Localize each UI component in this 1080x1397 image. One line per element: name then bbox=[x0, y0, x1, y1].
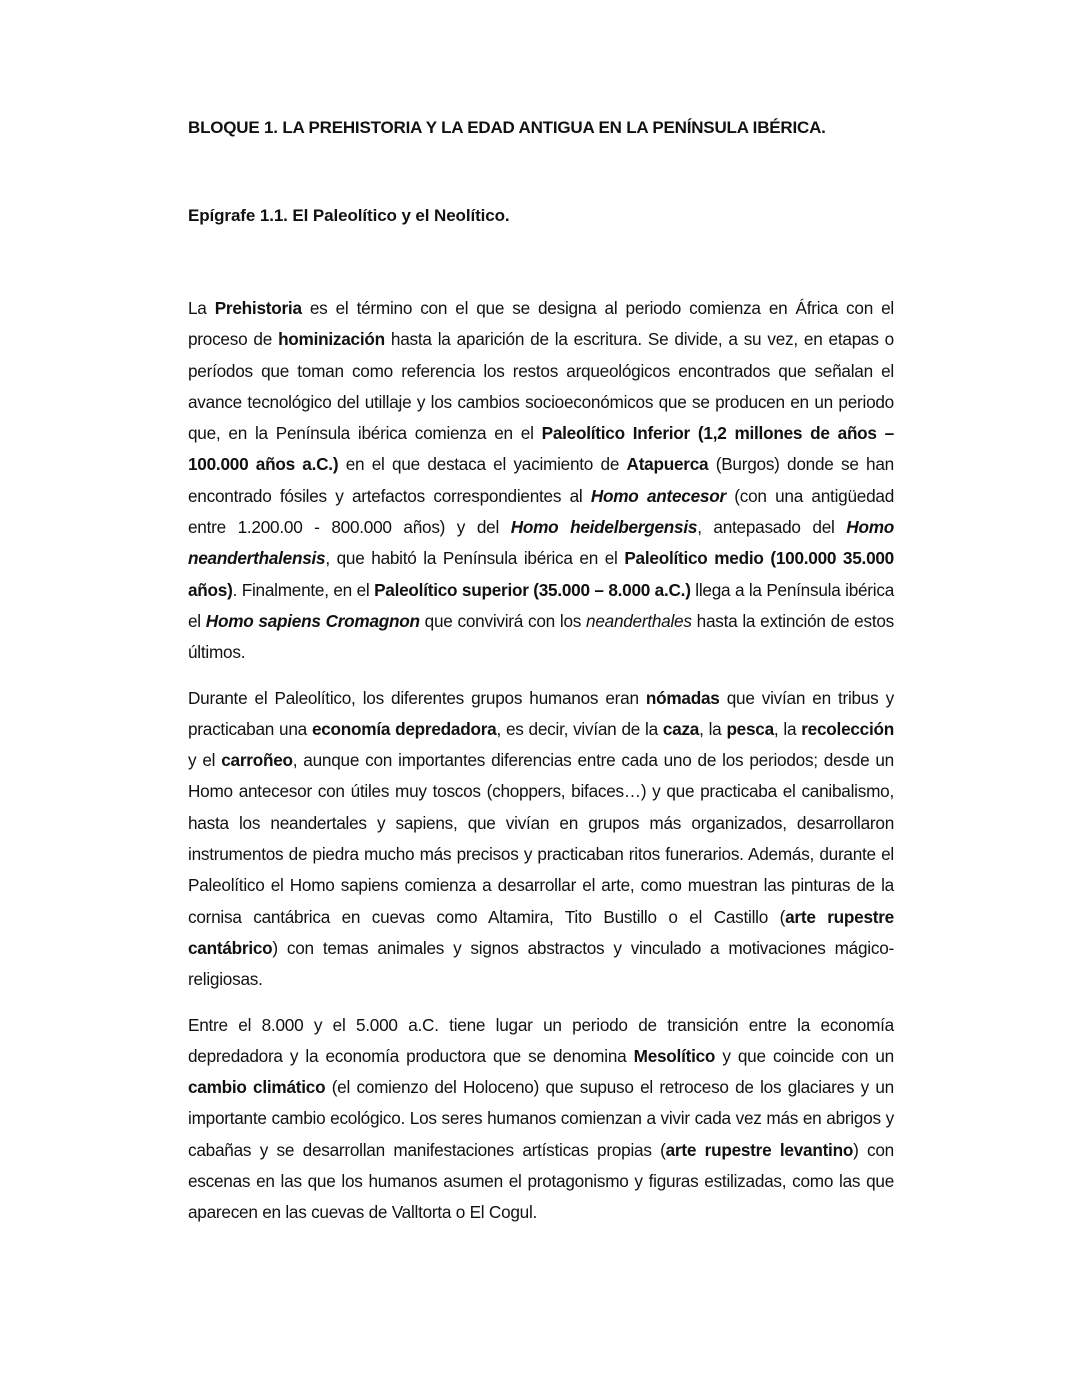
text-run: (el comienzo del Holoceno) que supuso el retroceso de los glaciares y un importante cambio ecológico. Los seres humanos comienzan a vivir cada vez más en abrigos y cabañas y se desarrollan manifestaciones artísticas propias ( bbox=[188, 1077, 894, 1160]
body-text bbox=[188, 293, 894, 1243]
bold-term: arte rupestre levantino bbox=[665, 1139, 854, 1160]
paragraph bbox=[188, 1010, 894, 1229]
bold-term: hominización bbox=[278, 329, 385, 350]
text-run: Durante el Paleolítico, los diferentes grupos humanos eran bbox=[188, 687, 646, 708]
text-run: La bbox=[188, 298, 215, 318]
text-run: hasta la extinción de estos últimos. bbox=[188, 610, 894, 663]
text-run: ) con escenas en las que los humanos asumen el protagonismo y figuras estilizadas, como las que aparecen en las cuevas de Valltorta o El Cogul. bbox=[188, 1139, 894, 1223]
text-run: ) con temas animales y signos abstractos y vinculado a motivaciones mágico-religiosas. bbox=[188, 937, 894, 990]
bold-term: Prehistoria bbox=[214, 298, 302, 318]
bold-term: Atapuerca bbox=[626, 454, 709, 475]
text-run: en el que destaca el yacimiento de bbox=[338, 454, 627, 475]
text-run: es el término con el que se designa al periodo comienza en África con el proceso de bbox=[188, 298, 894, 350]
text-run: que vivían en tribus y practicaban una bbox=[188, 687, 894, 739]
bold-term: Mesolítico bbox=[633, 1045, 716, 1066]
text-run: . Finalmente, en el bbox=[232, 579, 375, 600]
bold-term: cambio climático bbox=[188, 1077, 326, 1098]
bold-term: Paleolítico superior (35.000 – 8.000 a.C.) bbox=[374, 579, 691, 600]
text-run: (Burgos) donde se han encontrado fósiles y artefactos correspondientes al bbox=[188, 454, 894, 506]
bold-term: carroñeo bbox=[221, 750, 293, 771]
bold-italic-term: Homo sapiens Cromagnon bbox=[205, 610, 420, 631]
italic-term: neanderthales bbox=[586, 610, 692, 631]
text-run: , la bbox=[773, 718, 802, 739]
text-run: y el bbox=[188, 750, 222, 771]
bold-italic-term: Homo neanderthalensis bbox=[188, 517, 894, 569]
bold-term: nómadas bbox=[645, 687, 720, 708]
text-run: (con una antigüedad entre 1.200.00 - 800.000 años) y del bbox=[188, 485, 895, 538]
text-run: Entre el 8.000 y el 5.000 a.C. tiene lugar un periodo de transición entre la economía depredadora y la economía productora que se denomina bbox=[188, 1014, 894, 1066]
paragraph bbox=[188, 293, 894, 669]
text-run: , que habitó la Península ibérica en el bbox=[325, 548, 625, 569]
text-run: y que coincide con un bbox=[715, 1045, 894, 1066]
bold-italic-term: Homo heidelbergensis bbox=[510, 517, 698, 538]
paragraph bbox=[188, 683, 894, 996]
block-title: BLOQUE 1. LA PREHISTORIA Y LA EDAD ANTIGUA EN LA PENÍNSULA IBÉRICA. bbox=[188, 118, 826, 137]
bold-term: Paleolítico medio (100.000 35.000 años) bbox=[188, 548, 894, 600]
text-run: llega a la Península ibérica el bbox=[188, 579, 895, 631]
text-run: , aunque con importantes diferencias entre cada uno de los periodos; desde un Homo antecesor con útiles muy toscos (choppers, bifaces…) y que practicaba el canibalismo, hasta los neandertales y sapiens, que vivían en grupos más organizados, desarrollaron instrumentos de piedra mucho más precisos y practicaban ritos funerarios. Además, durante el Paleolítico el Homo sapiens comienza a desarrollar el arte, como muestran las pinturas de la cornisa cantábrica en cuevas como Altamira, Tito Bustillo o el Castillo ( bbox=[188, 750, 894, 927]
bold-italic-term: Homo antecesor bbox=[590, 485, 726, 506]
text-run: , antepasado del bbox=[697, 517, 847, 538]
text-run: , es decir, vivían de la bbox=[496, 718, 663, 739]
bold-term: caza bbox=[662, 718, 700, 739]
bold-term: arte rupestre cantábrico bbox=[188, 906, 894, 958]
bold-term: economía depredadora bbox=[311, 718, 497, 739]
bold-term: pesca bbox=[726, 718, 774, 739]
epigraph-heading: Epígrafe 1.1. El Paleolítico y el Neolítico. bbox=[188, 206, 510, 225]
text-run: hasta la aparición de la escritura. Se divide, a su vez, en etapas o períodos que toman como referencia los restos arqueológicos encontrados que señalan el avance tecnológico del utillaje y los cambios socioeconómicos que se producen en un periodo que, en la Península ibérica comienza en el bbox=[188, 329, 894, 444]
text-run: que convivirá con los bbox=[419, 610, 587, 631]
bold-term: recolección bbox=[801, 718, 895, 739]
text-run: , la bbox=[699, 718, 727, 739]
bold-term: Paleolítico Inferior (1,2 millones de años – 100.000 años a.C.) bbox=[188, 423, 894, 475]
